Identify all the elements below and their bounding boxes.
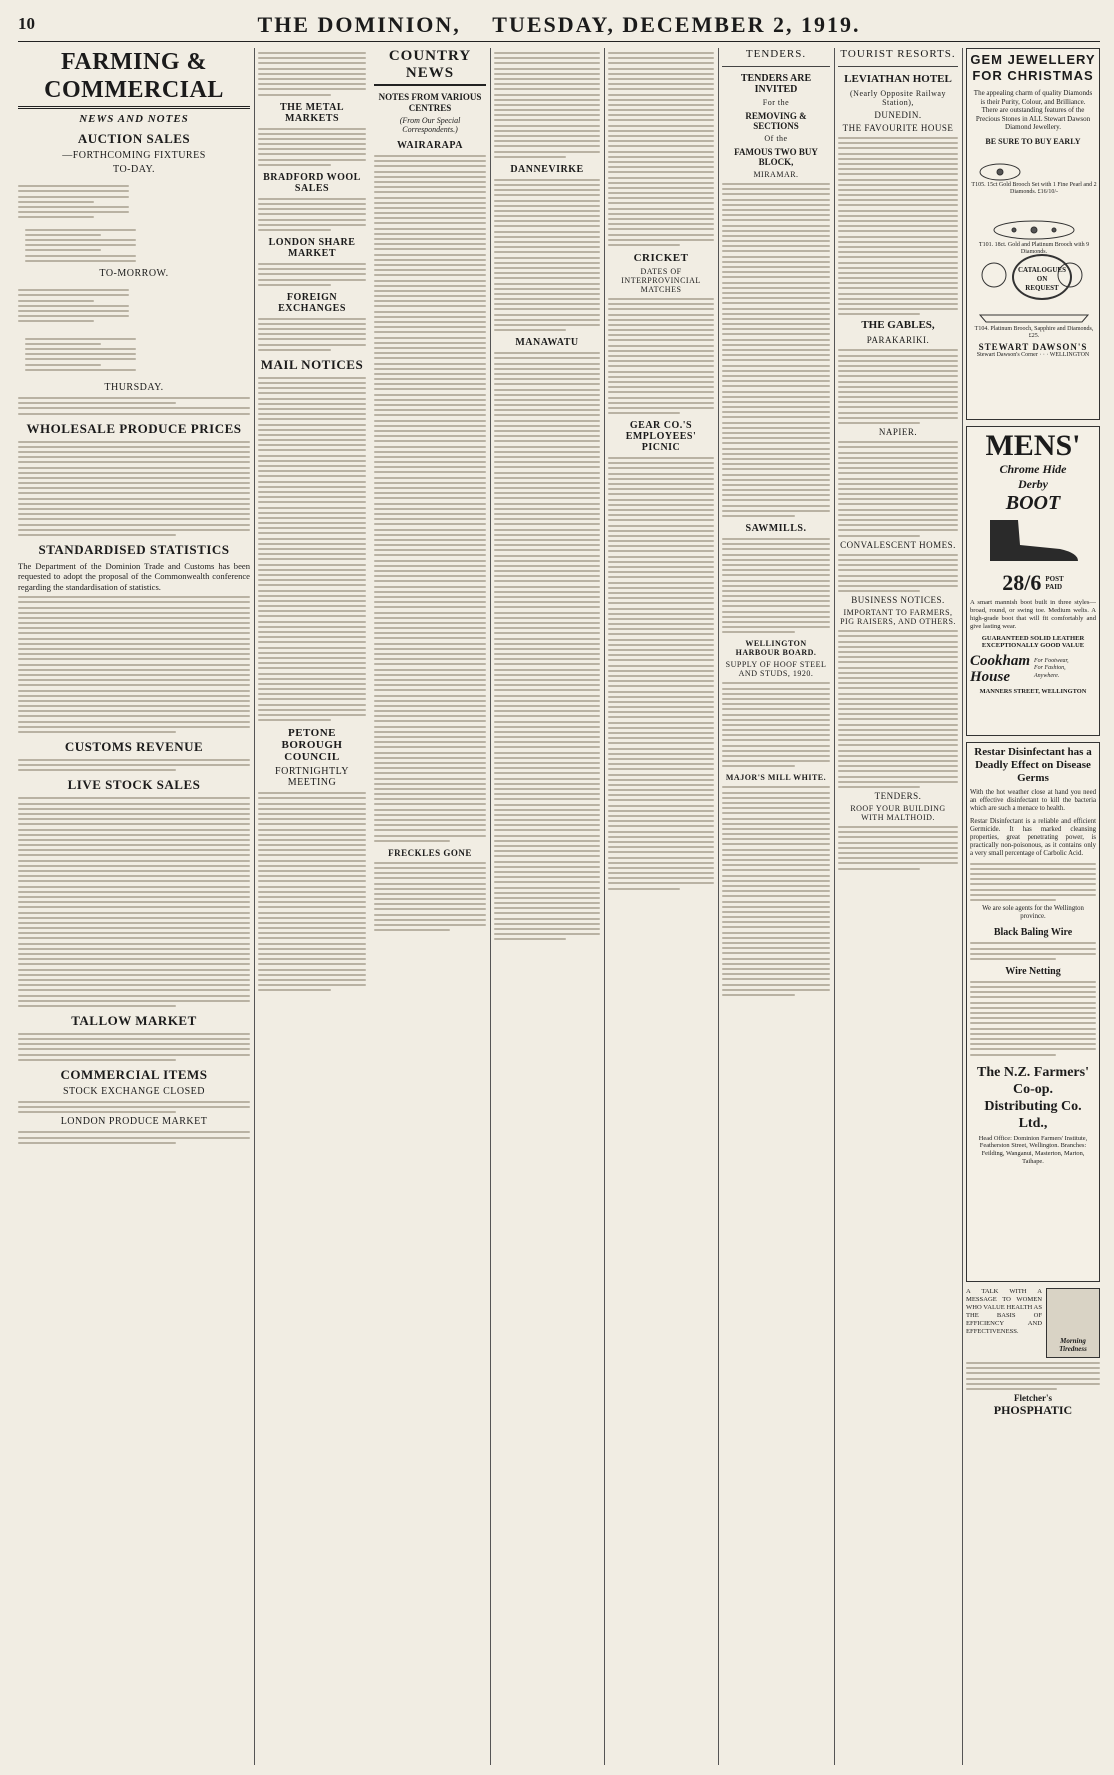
tenders-of: Of the <box>764 134 788 143</box>
article-text <box>722 538 830 633</box>
article-text <box>838 137 958 315</box>
talk-heading: A TALK WITH A MESSAGE TO WOMEN WHO VALUE HEALTH AS THE BASIS OF EFFICIENCY AND EFFECTIVENESS. <box>966 1288 1042 1335</box>
dunedin: DUNEDIN. <box>874 110 922 120</box>
restar-heading-1: Restar Disinfectant has a <box>974 746 1092 758</box>
livestock-heading: LIVE STOCK SALES <box>67 777 201 793</box>
petone-heading: PETONE BOROUGH COUNCIL <box>281 727 343 764</box>
stamp-line-2: ON <box>1036 274 1048 283</box>
country-news-column <box>258 48 486 1765</box>
malthoid-heading: ROOF YOUR BUILDING WITH MALTHOID. <box>850 804 946 823</box>
tomorrow-heading: TO-MORROW. <box>99 268 169 279</box>
column-rule <box>962 48 963 1765</box>
restar-p2: Restar Disinfectant is a reliable and efficient Germicide. It has marked cleansing properties, great penetrating power, is practically non-poisonous, as it contains only a very small percentage of Carbolic Acid. <box>970 817 1096 858</box>
article-text <box>722 786 830 996</box>
article-text <box>18 1101 250 1113</box>
gem-cta: BE SURE TO BUY EARLY <box>985 136 1081 146</box>
harbour-board-heading: WELLINGTON HARBOUR BOARD. <box>735 639 817 658</box>
paper-name: THE DOMINION, <box>257 12 461 37</box>
foreign-exchanges-heading: FOREIGN EXCHANGES <box>278 291 346 314</box>
boot-price: 28/6 <box>1002 570 1042 595</box>
country-news-subtitle: NOTES FROM VARIOUS CENTRES <box>378 92 482 113</box>
morning-tiredness-illustration <box>1046 1288 1100 1358</box>
leviathan-sub: (Nearly Opposite Railway Station), <box>850 89 946 107</box>
mens-boot-ad <box>966 426 1100 736</box>
masthead <box>18 8 1100 42</box>
fortnightly-heading: FORTNIGHTLY MEETING <box>275 766 349 789</box>
article-text <box>494 52 600 158</box>
article-text <box>18 1033 250 1061</box>
article-text <box>18 441 250 536</box>
article-text <box>18 397 250 415</box>
article-text <box>258 263 366 286</box>
tenders-invited: TENDERS ARE INVITED <box>740 73 812 95</box>
restar-p1: With the hot weather close at hand you need an effective disinfectant to kill the bacteria which are such a menace to health. <box>970 789 1096 813</box>
gem-jewellery-ad <box>966 48 1100 420</box>
section-title-farming: FARMING & COMMERCIAL <box>18 48 250 109</box>
correspondents-note: (From Our Special Correspondents.) <box>399 116 461 134</box>
divider <box>838 66 958 67</box>
article-text <box>838 441 958 536</box>
mail-notices-heading: MAIL NOTICES <box>260 356 364 372</box>
metal-column <box>258 48 366 1765</box>
tenders-heading: TENDERS. <box>745 48 807 60</box>
article-text <box>494 179 600 331</box>
column-rule <box>834 48 835 1765</box>
chrome-hide: Chrome Hide <box>999 462 1067 476</box>
news-and-notes: NEWS AND NOTES <box>79 113 189 125</box>
talk-ad <box>966 1288 1100 1418</box>
issue-date: TUESDAY, DECEMBER 2, 1919. <box>492 12 861 37</box>
bradford-heading: BRADFORD WOOL SALES <box>263 171 361 194</box>
london-produce-heading: LONDON PRODUCE MARKET <box>60 1116 208 1128</box>
article-text <box>494 352 600 940</box>
exchange-heading: STOCK EXCHANGE CLOSED <box>63 1085 205 1097</box>
guarantee-1: GUARANTEED SOLID LEATHER <box>981 635 1085 642</box>
divider <box>722 66 830 67</box>
page-number: 10 <box>18 14 35 33</box>
article-text <box>18 797 250 1007</box>
tenders-place: MIRAMAR. <box>753 170 799 179</box>
gables-heading: THE GABLES, <box>861 319 935 332</box>
gem-title-1: GEM JEWELLERY <box>970 52 1096 67</box>
article-text <box>722 682 830 767</box>
article-text <box>18 596 250 733</box>
major-mill-heading: MAJOR'S MILL WHITE. <box>725 773 827 783</box>
tourist-column <box>838 48 958 1765</box>
article-text <box>966 1362 1100 1390</box>
jewel-t105-caption: T105. 15ct Gold Brooch Set with 1 Fine Pearl and 2 Diamonds. £16/10/- <box>971 181 1097 195</box>
baling-wire: Black Baling Wire <box>993 927 1073 939</box>
sawmills-heading: SAWMILLS. <box>745 523 807 534</box>
tenders-famous: FAMOUS TWO BUY BLOCK, <box>734 147 818 167</box>
stewart-dawson-address: Stewart Dawson's Corner · · · WELLINGTON <box>976 351 1090 358</box>
article-text <box>838 554 958 592</box>
jewel-t104-caption: T104. Platinum Brooch, Sapphire and Diamonds, £25. <box>974 325 1094 339</box>
jewel-t101-caption: T101. 18ct. Gold and Platinum Brooch with 9 Diamonds. <box>978 241 1090 255</box>
gem-description: The appealing charm of quality Diamonds is their Purity, Colour, and Brilliance. There are outstanding features of the Precious Stones in ALL Stewart Dawson Diamond Jewellery. <box>973 89 1093 132</box>
manners-street: MANNERS STREET, WELLINGTON <box>979 688 1087 695</box>
article-text <box>25 226 136 266</box>
article-text <box>838 826 958 870</box>
nz-farmers-2: Distributing Co. Ltd., <box>984 1098 1082 1131</box>
cookham-2: House <box>970 669 1011 685</box>
restar-p3: We are sole agents for the Wellington province. <box>982 904 1084 921</box>
masthead-title <box>18 12 1100 38</box>
article-text <box>18 759 250 771</box>
article-text <box>18 182 129 222</box>
morning-tiredness: Morning Tiredness <box>1059 1337 1087 1353</box>
boot-icon <box>970 515 1096 565</box>
article-text <box>970 942 1096 960</box>
tenders-column <box>722 48 830 1765</box>
standardised-intro: The Department of the Dominion Trade and Customs has been requested to adopt the proposal of the Commonwealth conference regarding the standardisation of statistics. <box>18 560 250 592</box>
boot-copy: A smart mannish boot built in three styles—broad, round, or swing toe. Medium welts. A high-grade boot that will fit comfortably and give lasting wear. <box>970 599 1096 630</box>
cricket-subheading: DATES OF INTERPROVINCIAL MATCHES <box>621 266 701 294</box>
post-line-1: POST <box>1045 575 1064 583</box>
article-text <box>838 349 958 424</box>
nz-farmers-1: The N.Z. Farmers' Co-op. <box>977 1064 1089 1097</box>
pendant-icon <box>982 263 1006 287</box>
article-text <box>25 335 136 375</box>
article-text <box>608 52 714 246</box>
cookham-house <box>970 653 1030 685</box>
manawatu-heading: MANAWATU <box>515 337 579 349</box>
gem-title-2: FOR CHRISTMAS <box>972 68 1094 83</box>
tallow-heading: TALLOW MARKET <box>71 1012 197 1028</box>
catalogue-stamp <box>1012 254 1072 300</box>
tag-2: For Fashion, <box>1034 665 1066 672</box>
stamp-line-3: REQUEST <box>1025 283 1059 292</box>
wairarapa-heading: WAIRARAPA <box>397 140 463 151</box>
article-text <box>722 183 830 517</box>
article-text <box>18 286 129 326</box>
article-text <box>970 981 1096 1056</box>
favourite-house: THE FAVOURITE HOUSE <box>842 123 954 133</box>
convalescent-heading: CONVALESCENT HOMES. <box>840 539 956 550</box>
column-rule <box>604 48 605 1765</box>
tourist-heading: TOURIST RESORTS. <box>840 48 956 60</box>
cricket-heading: CRICKET <box>633 251 689 264</box>
article-text <box>970 863 1096 901</box>
gables-place: PARAKARIKI. <box>866 335 930 346</box>
farmers-pig-heading: IMPORTANT TO FARMERS, PIG RAISERS, AND OTHERS. <box>840 608 956 627</box>
country-news-body <box>374 48 486 1765</box>
tenders-bottom-heading: TENDERS. <box>874 791 922 802</box>
article-text <box>258 318 366 351</box>
article-text <box>608 457 714 890</box>
cookham-row <box>970 653 1096 685</box>
article-text <box>258 52 366 96</box>
thursday-heading: THURSDAY. <box>104 382 164 393</box>
article-text <box>374 155 486 842</box>
forthcoming-heading: —FORTHCOMING FIXTURES <box>62 150 206 161</box>
article-text <box>258 198 366 231</box>
article-text <box>838 630 958 788</box>
napier-heading: NAPIER. <box>878 427 918 438</box>
harbour-board-sub: SUPPLY OF HOOF STEEL AND STUDS, 1920. <box>725 660 827 679</box>
stewart-dawson: STEWART DAWSON'S <box>978 341 1088 352</box>
restar-disinfectant-ad <box>966 742 1100 1282</box>
auction-sales-heading: AUCTION SALES <box>77 131 191 146</box>
boot-word: BOOT <box>1005 492 1061 514</box>
article-text <box>258 377 366 721</box>
gear-picnic-heading: GEAR CO.'S EMPLOYEES' PICNIC <box>625 420 697 454</box>
derby: Derby <box>1018 477 1048 491</box>
restar-heading-2: Deadly Effect on Disease Germs <box>975 759 1091 784</box>
article-text <box>18 1131 250 1143</box>
standardised-heading: STANDARDISED STATISTICS <box>38 541 230 557</box>
tenders-removing: REMOVING & SECTIONS <box>745 111 807 131</box>
column-rule <box>490 48 491 1765</box>
price-row <box>970 570 1096 596</box>
business-notices-heading: BUSINESS NOTICES. <box>851 595 945 606</box>
tag-1: For Footwear, <box>1034 657 1069 664</box>
nz-farmers-office: Head Office: Dominion Farmers' Institute, Featherston Street, Wellington. Branches: Feilding, Wanganui, Masterton, Marton, Taihape. <box>978 1134 1088 1165</box>
brooch-t104-icon <box>980 315 1088 322</box>
column-rule <box>718 48 719 1765</box>
news-column-4 <box>608 48 714 1765</box>
today-heading: TO-DAY. <box>113 164 155 175</box>
farming-commercial-column <box>18 48 250 1765</box>
tag-3: Anywhere. <box>1034 672 1060 679</box>
phosphatic-heading: PHOSPHATIC <box>993 1403 1073 1418</box>
mens-heading: MENS' <box>985 429 1081 462</box>
tenders-for: For the <box>762 98 790 107</box>
cookham-1: Cookham <box>970 653 1031 669</box>
post-paid <box>1045 575 1063 591</box>
stamp-line-1: CATALOGUES <box>1018 265 1066 274</box>
leviathan-heading: LEVIATHAN HOTEL <box>844 73 952 85</box>
column-rule <box>254 48 255 1765</box>
news-column-3 <box>494 48 600 1765</box>
country-news-title: COUNTRY NEWS <box>374 48 486 86</box>
wholesale-heading: WHOLESALE PRODUCE PRICES <box>26 420 242 436</box>
customs-heading: CUSTOMS REVENUE <box>64 739 204 755</box>
freckles-heading: FRECKLES GONE <box>388 847 472 858</box>
cookham-tagline <box>1034 658 1069 681</box>
article-text <box>374 862 486 931</box>
article-text <box>608 298 714 414</box>
dannevirke-heading: DANNEVIRKE <box>510 163 584 175</box>
metal-heading: THE METAL MARKETS <box>279 101 345 124</box>
guarantee-2: EXCEPTIONALLY GOOD VALUE <box>981 642 1085 649</box>
fletcher-heading: Fletcher's <box>1014 1393 1052 1404</box>
jewel-illustrations <box>970 150 1096 340</box>
commercial-items-heading: COMMERCIAL ITEMS <box>60 1066 208 1082</box>
london-shares-heading: LONDON SHARE MARKET <box>268 236 356 259</box>
article-text <box>258 792 366 991</box>
wire-netting: Wire Netting <box>1005 965 1061 977</box>
post-line-2: PAID <box>1045 583 1062 591</box>
advertisement-column <box>966 48 1100 1765</box>
article-text <box>258 128 366 166</box>
